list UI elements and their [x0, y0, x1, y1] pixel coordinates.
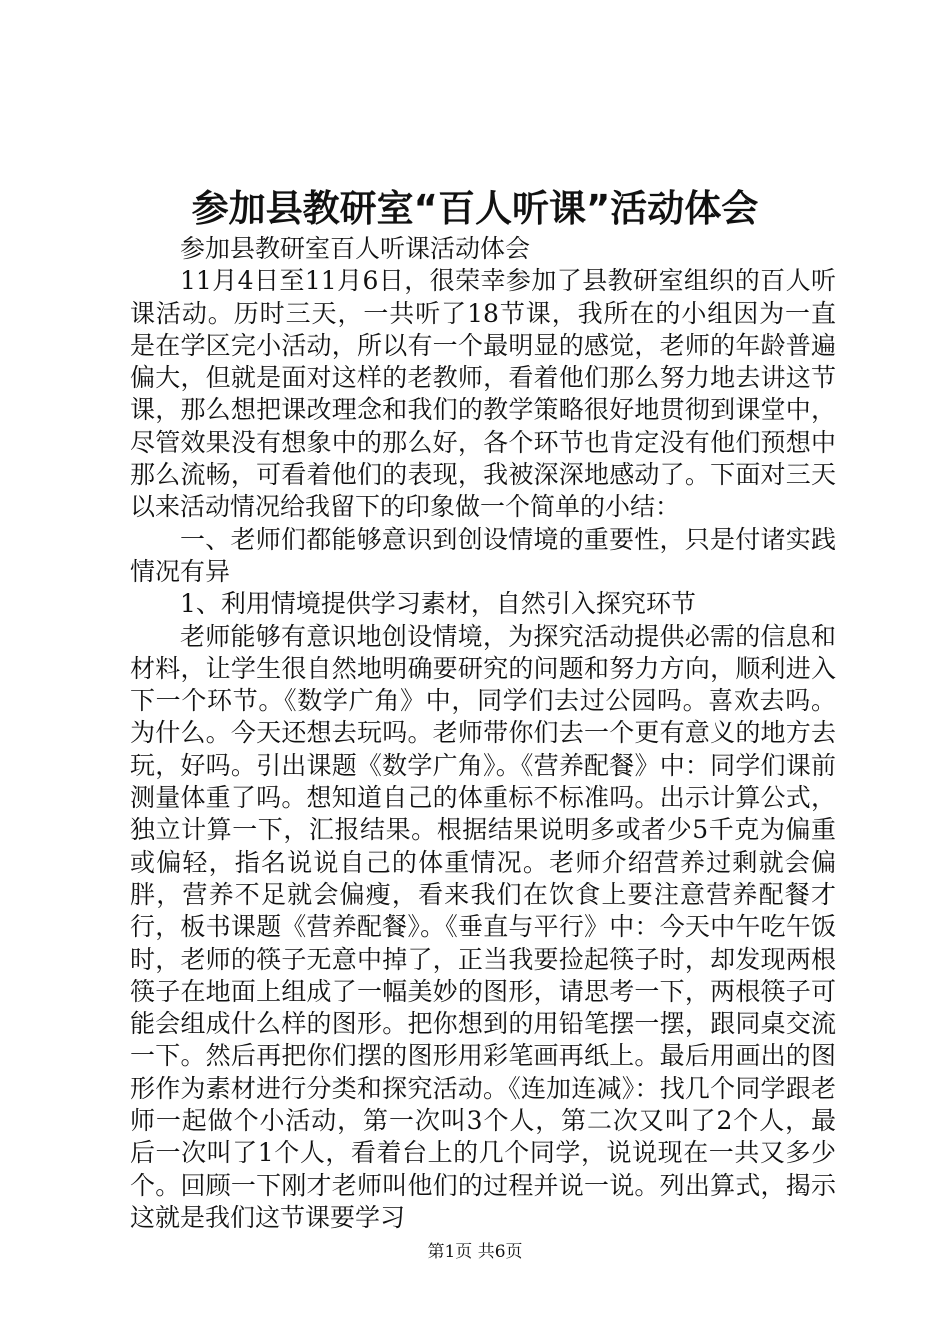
paragraph-subtitle: 参加县教研室百人听课活动体会 — [180, 234, 531, 263]
page-footer: 第1页 共6页 — [427, 1242, 523, 1262]
paragraph-body: 老师能够有意识地创设情境，为探究活动提供必需的信息和材料，让学生很自然地明确要研究的问题和努力方向，顺利进入下一个环节。《数学广角》中，同学们去过公园吗。喜欢去吗。为什么。今天还想去玩吗。老师带你们去一个更有意义的地方去玩，好吗。引出课题《数学广角》。《营养配餐》中：同学们课前测量体重了吗。想知道自己的体重标不标准吗。出示计算公式，独立计算一下，汇报结果。根据结果说明多或者少5千克为偏重或偏轻，指名说说自己的体重情况。老师介绍营养过剩就会偏胖，营养不足就会偏瘦，看来我们在饮食上要注意营养配餐才行，板书课题《营养配餐》。《垂直与平行》中：今天中午吃午饭时，老师的筷子无意中掉了，正当我要捡起筷子时，却发现两根筷子在地面上组成了一幅美妙的图形，请思考一下，两根筷子可能会组成什么样的图形。把你想到的用铅笔摆一摆，跟同桌交流一下。然后再把你们摆的图形用彩笔画再纸上。最后用画出的图形作为素材进行分类和探究活动。《连加连减》：找几个同学跟老师一起做个小活动，第一次叫3个人，第二次又叫了2个人，最后一次叫了1个人，看着台上的几个同学，说说现在一共又多少个。回顾一下刚才老师叫他们的过程并说一说。列出算式，揭示这就是我们这节课要学习 — [130, 621, 836, 1232]
paragraph-section-heading: 一、老师们都能够意识到创设情境的重要性，只是付诸实践情况有异 — [130, 524, 836, 586]
paragraph-subsection-heading: 1、利用情境提供学习素材，自然引入探究环节 — [180, 589, 696, 619]
document-title: 参加县教研室“百人听课”活动体会 — [191, 187, 759, 230]
paragraph-intro: 11月4日至11月6日，很荣幸参加了县教研室组织的百人听课活动。历时三天，一共听了18节课，我所在的小组因为一直是在学区完小活动，所以有一个最明显的感觉，老师的年龄普遍偏大，但就是面对这样的老教师，看着他们那么努力地去讲这节课，那么想把课改理念和我们的教学策略很好地贯彻到课堂中，尽管效果没有想象中的那么好，各个环节也肯定没有他们预想中那么流畅，可看着他们的表现，我被深深地感动了。下面对三天以来活动情况给我留下的印象做一个简单的小结： — [130, 266, 836, 522]
document-body — [130, 233, 836, 1234]
